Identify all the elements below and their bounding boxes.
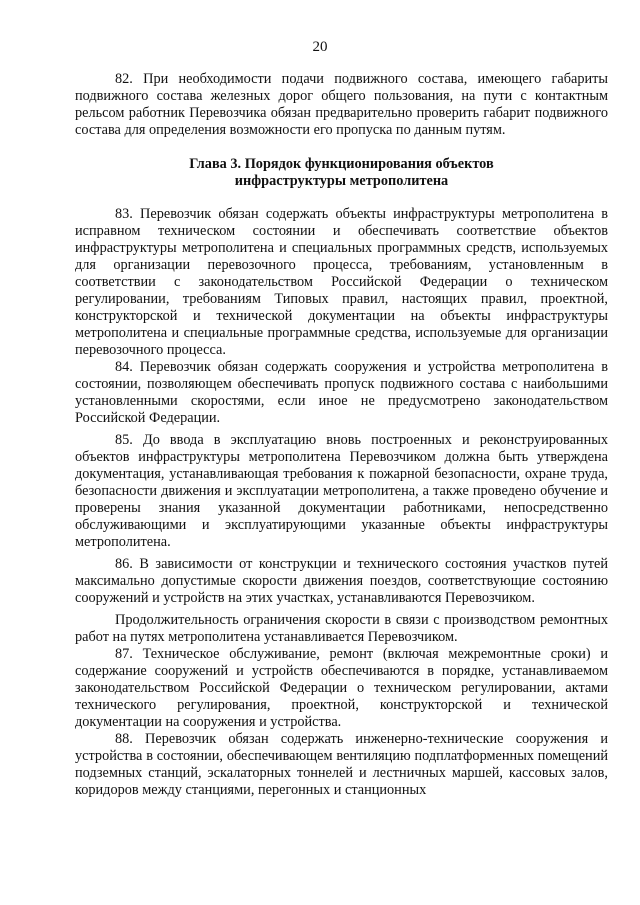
paragraph-82: 82. При необходимости подачи подвижного состава, имеющего габариты подвижного состава железных дорог общего пользования, на пути с контактным рельсом работник Перевозчика обязан предварительно проверить габарит подвижного состава для определения возможности его пропуска по данным путям. xyxy=(75,71,608,138)
paragraph-87: 87. Техническое обслуживание, ремонт (включая межремонтные сроки) и содержание сооружений и устройств обеспечиваются в порядке, устанавливаемом законодательством Российской Федерации о техническом регулировании, актами технического регулирования, проектной, конструкторской и технической документации на сооружения и устройства. xyxy=(75,646,608,730)
paragraph-84: 84. Перевозчик обязан содержать сооружения и устройства метрополитена в состоянии, позволяющем обеспечивать пропуск подвижного состава с наибольшими установленными скоростями, если иное не предусмотрено законодательством Российской Федерации. xyxy=(75,359,608,426)
chapter-heading-line-2: инфраструктуры метрополитена xyxy=(234,173,449,189)
paragraph-88: 88. Перевозчик обязан содержать инженерно-технические сооружения и устройства в состоянии, обеспечивающем вентиляцию подплатформенных помещений подземных станций, эскалаторных тоннелей и лестничных маршей, кассовых залов, коридоров между станциями, перегонных и станционных xyxy=(75,731,608,798)
paragraph-83: 83. Перевозчик обязан содержать объекты инфраструктуры метрополитена в исправном техническом состоянии и обеспечивать соответствие объектов инфраструктуры метрополитена и специальных программных средств, используемых для организации перевозочного процесса, требованиям, установленным в соответствии с законодательством Российской Федерации о техническом регулировании, требованиям Типовых правил, настоящих правил, проектной, конструкторской и технической документации на объекты инфраструктуры метрополитена и специальные программные средства, используемые для организации перевозочного процесса. xyxy=(75,206,608,358)
page-number: 20 xyxy=(312,39,328,55)
chapter-heading xyxy=(75,156,608,190)
paragraph-86: 86. В зависимости от конструкции и технического состояния участков путей максимально допустимые скорости движения поездов, соответствующие состоянию сооружений и устройств на этих участках, устанавливаются Перевозчиком. xyxy=(75,556,608,606)
document-body xyxy=(75,71,608,799)
paragraph-85: 85. До ввода в эксплуатацию вновь построенных и реконструированных объектов инфраструктуры метрополитена Перевозчиком должна быть утверждена документация, устанавливающая требования к пожарной безопасности, охране труда, безопасности движения и эксплуатации метрополитена, а также проведено обучение и проверены знания указанной документации работниками, непосредственно обслуживающими и эксплуатирующими указанные объекты инфраструктуры метрополитена. xyxy=(75,432,608,550)
paragraph-86-continued: Продолжительность ограничения скорости в связи с производством ремонтных работ на путях метрополитена устанавливается Перевозчиком. xyxy=(75,612,608,645)
chapter-heading-line-1: Глава 3. Порядок функционирования объектов xyxy=(189,156,494,172)
